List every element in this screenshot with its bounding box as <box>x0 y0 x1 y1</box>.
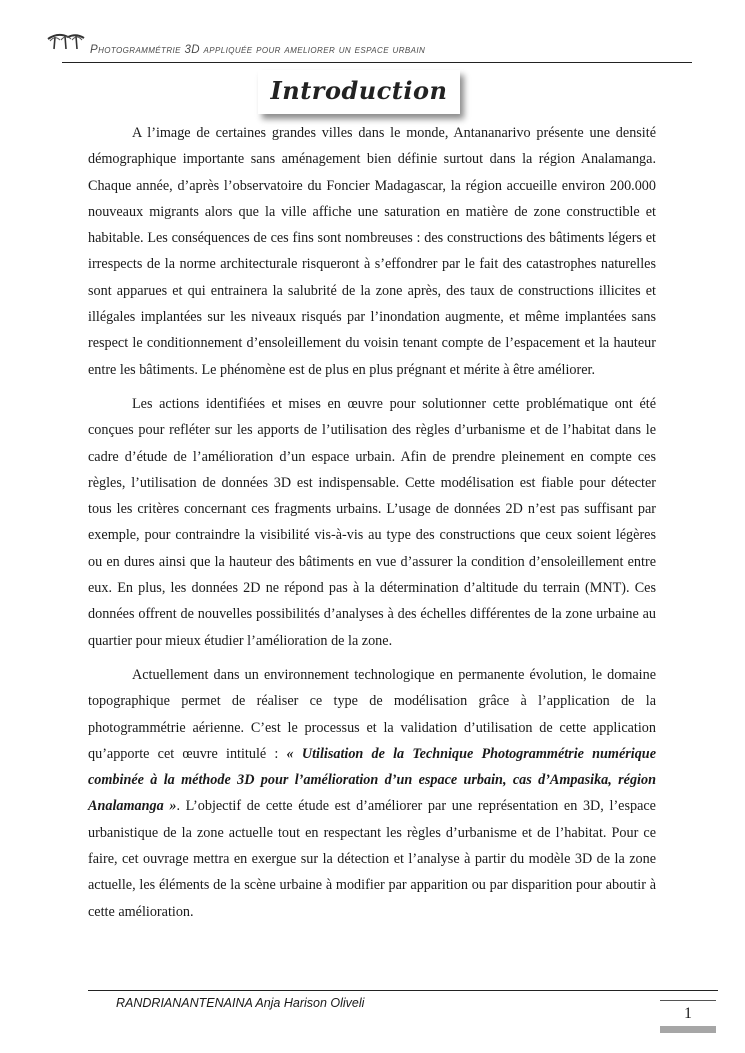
paragraph-1: A l’image de certaines grandes villes dans le monde, Antananarivo présente une densité démographique importante sans aménagement bien définie surtout dans la région Analamanga. Chaque année, d’après l’observatoire du Foncier Madagascar, la région accueille environ 200.000 nouveaux migrants alors que la ville affiche une saturation en matière de zone constructible et habitable. Les conséquences de ces fins sont nombreuses : des constructions des bâtiments légers et irrespects de la norme architecturale risqueront à s’effondrer par le fait des catastrophes naturelles sont apparues et qui entrainera la salubrité de la zone après, des taux de constructions illicites et illégales implantées sur les niveaux risqués par l’inondation augmente, et même implantées sans respect le conditionnement d’ensoleillement du voisin tenant compte de l’espacement et la hauteur entre les bâtiments. Le phénomène est de plus en plus prégnant et mérite à être améliorer. <box>88 125 656 378</box>
section-title: Introduction <box>270 76 448 105</box>
body-text <box>88 120 656 933</box>
running-header <box>90 44 425 56</box>
running-header-initial: P <box>90 44 99 56</box>
palm-trees-logo-icon <box>46 30 86 50</box>
page-number-rule <box>660 1000 716 1001</box>
page-number-bar <box>660 1026 716 1033</box>
running-header-text: hotogrammétrie 3D appliquée pour ameliorer un espace urbain <box>98 44 426 56</box>
paragraph-3 <box>88 662 656 925</box>
footer-rule <box>88 990 718 991</box>
thesis-title-emphasis: « Utilisation de la Technique Photogrammétrie numérique combinée à la méthode 3D pour l’amélioration d’un espace urbain, cas d’Ampasika, région Analamanga » <box>88 745 656 815</box>
paragraph-2: Les actions identifiées et mises en œuvre pour solutionner cette problématique ont été conçues pour refléter sur les apports de l’utilisation des règles d’urbanisme et de l’habitat dans le cadre d’étude de l’amélioration d’un espace urbain. Afin de prendre pleinement en compte ces règles, l’utilisation de données 3D est indispensable. Cette modélisation est fiable pour détecter tous les critères concernant ces fragments urbains. L’usage de données 2D n’est pas suffisant par exemple, pour contraindre la visibilité vis-à-vis au type des constructions que ceux soient légères ou en dures ainsi que la hauteur des bâtiments en vue d’assurer la condition d’ensoleillement entre eux. En plus, les données 2D ne répond pas à la détermination d’altitude du terrain (MNT). Ces données offrent de nouvelles possibilités d’analyses à des échelles différentes de la zone urbaine au quartier pour mieux étudier l’amélioration de la zone. <box>88 395 656 649</box>
page-number: 1 <box>684 1005 692 1022</box>
section-title-box <box>258 70 460 114</box>
footer-author: RANDRIANANTENAINA Anja Harison Oliveli <box>116 996 365 1010</box>
paragraph-3-rest: . L’objectif de cette étude est d’améliorer par une représentation en 3D, l’espace urbanistique de la zone actuelle tout en respectant les règles d’urbanisme et de l’habitat. Pour ce faire, cet ouvrage mettra en exergue sur la détection et l’analyse à partir du modèle 3D de la zone actuelle, les éléments de la scène urbaine à modifier par apparition ou par disparition pour aboutir à cette amélioration. <box>88 798 656 920</box>
paragraph-3-intro: Actuellement dans un environnement technologique en permanente évolution, le domaine topographique permet de réaliser ce type de modélisation grâce à l’application de la photogrammétrie aérienne. C’est le processus et la validation d’utilisation de cette application qu’apporte cet œuvre intitulé : <box>88 666 656 762</box>
header-rule <box>62 62 692 63</box>
